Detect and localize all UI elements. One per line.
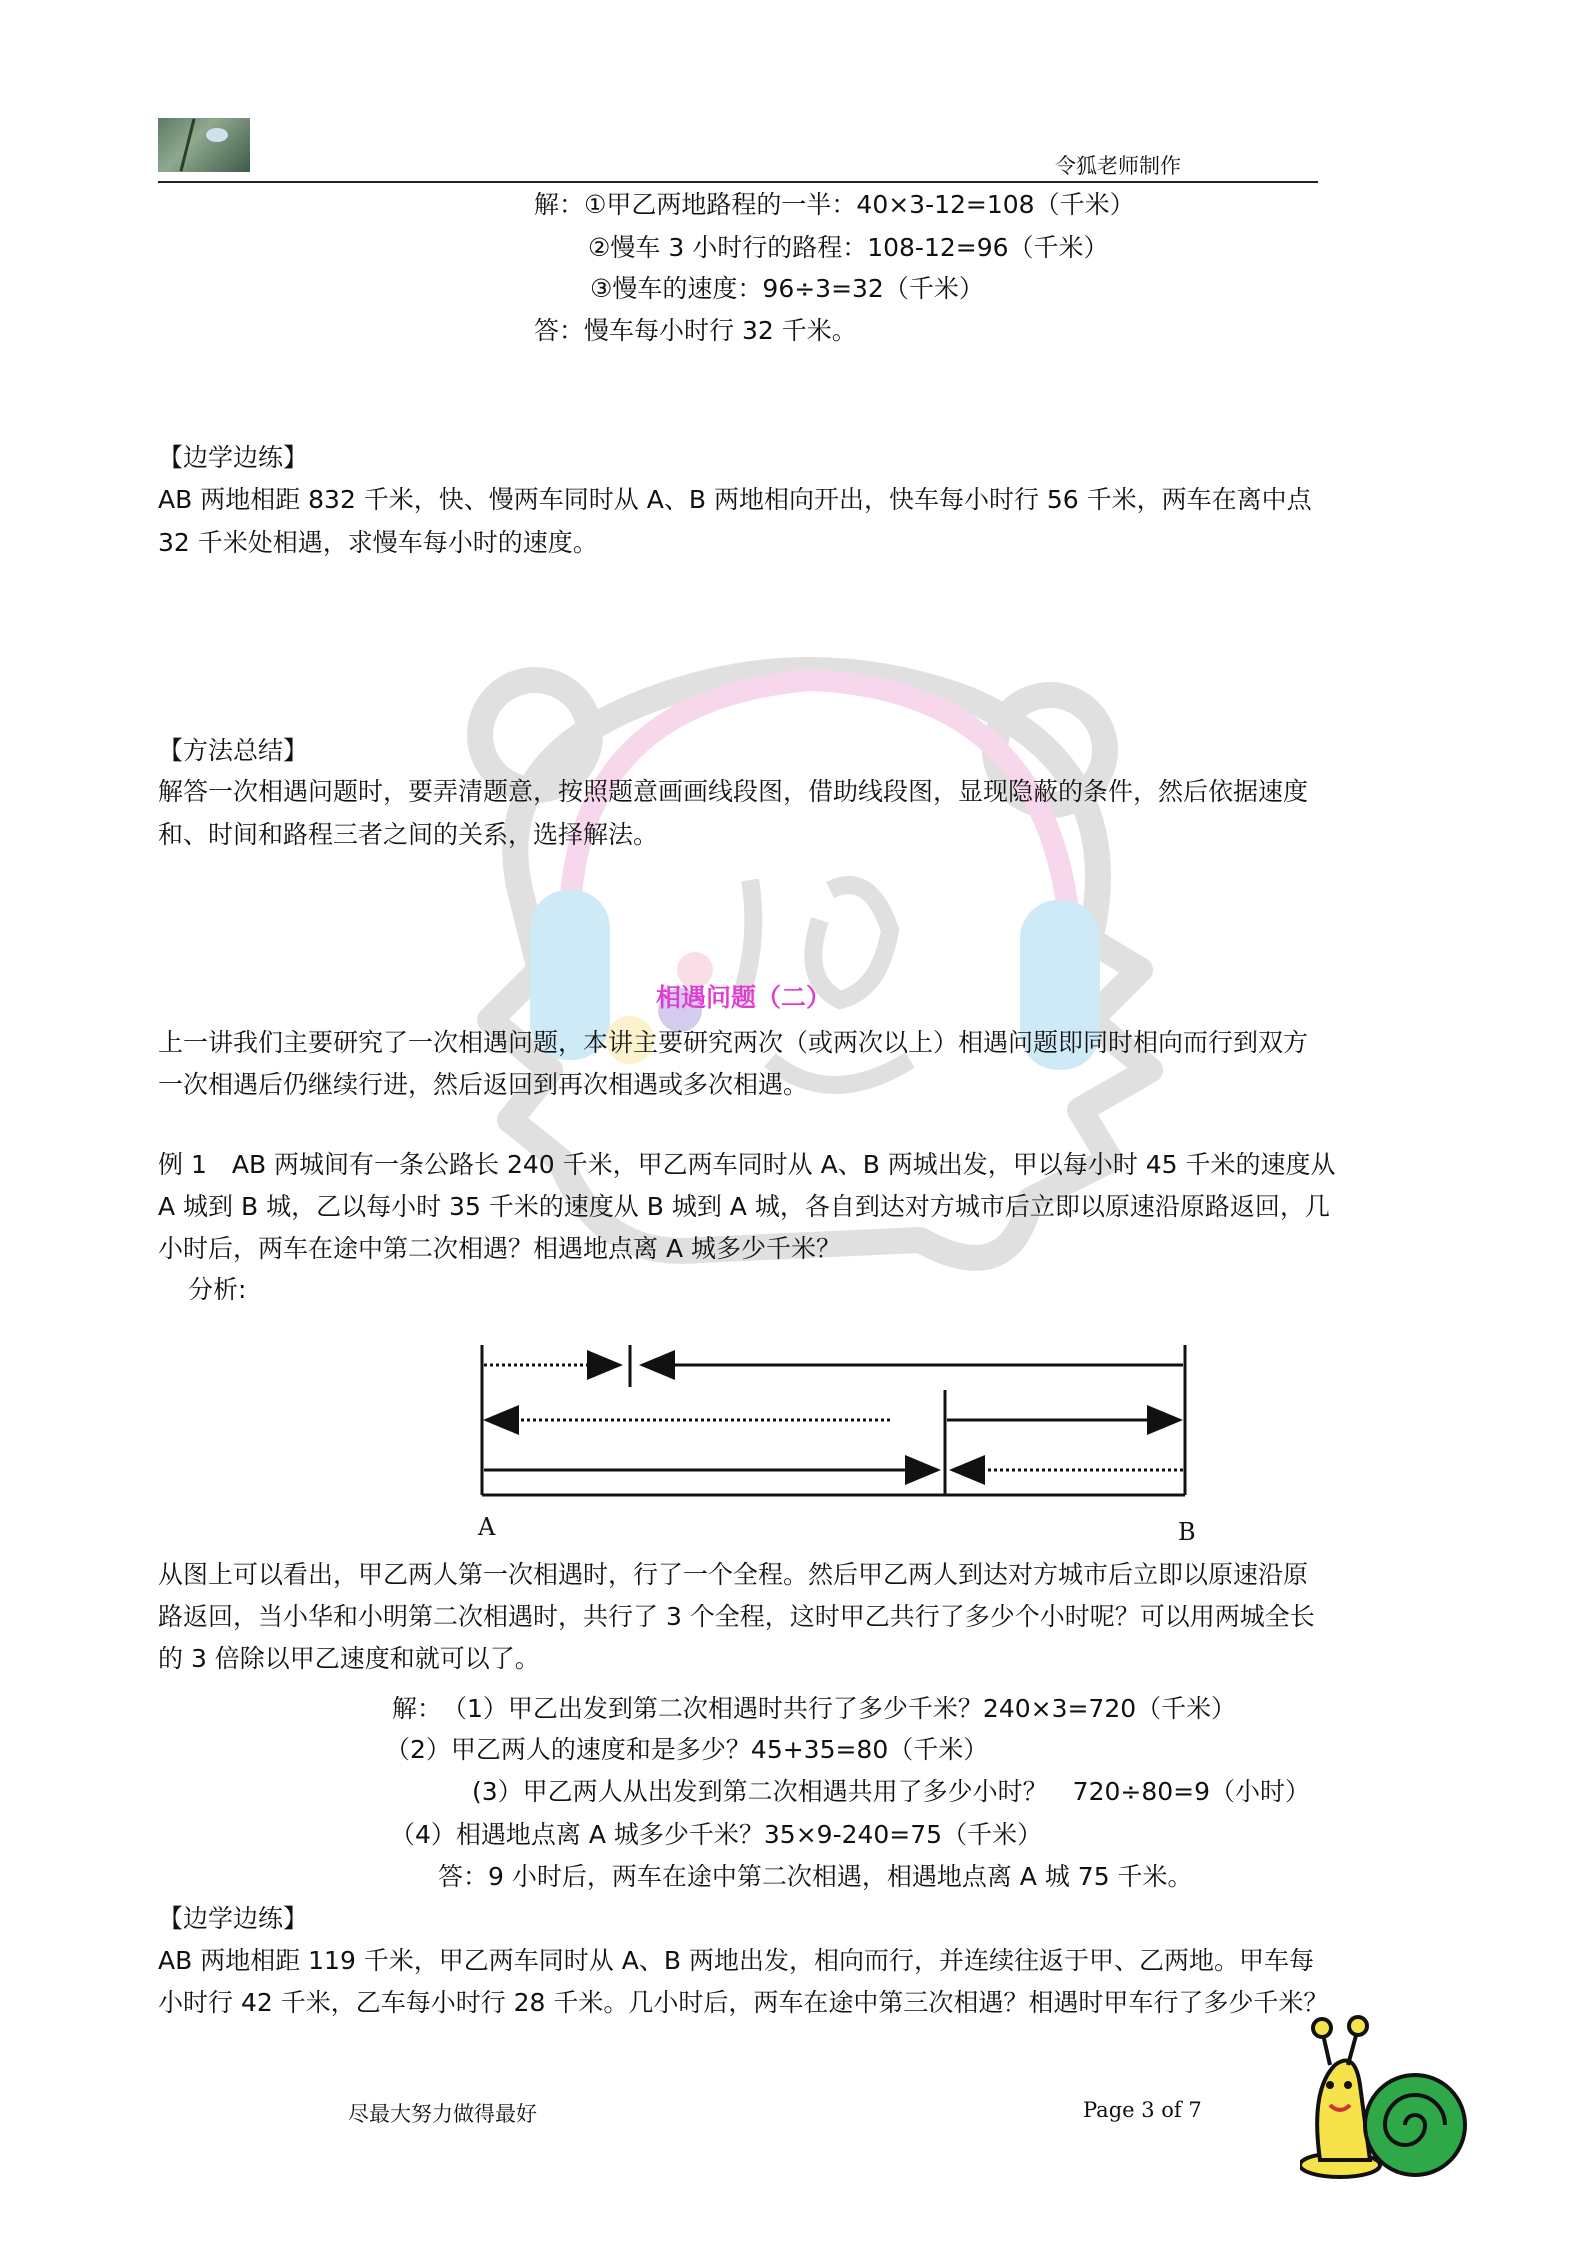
section2-title: 相遇问题（二） — [656, 983, 832, 1012]
summary-title: 【方法总结】 — [158, 736, 309, 765]
diagram-label-a: A — [478, 1513, 496, 1541]
example1-line1: 例 1 AB 两城间有一条公路长 240 千米，甲乙两车同时从 A、B 两城出发，甲以每小时 45 千米的速度从 — [158, 1150, 1336, 1179]
solution2-step2: （2）甲乙两人的速度和是多少？45+35=80（千米） — [385, 1735, 989, 1764]
explain-line3: 的 3 倍除以甲乙速度和就可以了。 — [158, 1644, 540, 1673]
solution2-step1: 解： （1）甲乙出发到第二次相遇时共行了多少千米？240×3=720（千米） — [392, 1694, 1237, 1723]
practice1-line2: 32 千米处相遇，求慢车每小时的速度。 — [158, 528, 598, 557]
example1-analysis: 分析: — [188, 1275, 247, 1304]
explain-line2: 路返回，当小华和小明第二次相遇时，共行了 3 个全程，这时甲乙共行了多少个小时呢？可以用两城全长 — [158, 1602, 1315, 1631]
practice2-line1: AB 两地相距 119 千米，甲乙两车同时从 A、B 两地出发，相向而行，并连续往返于甲、乙两地。甲车每 — [158, 1946, 1314, 1975]
section2-intro-line2: 一次相遇后仍继续行进，然后返回到再次相遇或多次相遇。 — [158, 1070, 809, 1099]
solution2-answer: 答：9 小时后，两车在途中第二次相遇，相遇地点离 A 城 75 千米。 — [438, 1862, 1193, 1891]
solution1-answer: 答：慢车每小时行 32 千米。 — [534, 316, 857, 345]
header-photo — [158, 118, 250, 172]
solution1-line2: ②慢车 3 小时行的路程：108-12=96（千米） — [588, 233, 1109, 262]
solution2-step4: （4）相遇地点离 A 城多少千米？35×9-240=75（千米） — [390, 1820, 1043, 1849]
explain-line1: 从图上可以看出，甲乙两人第一次相遇时，行了一个全程。然后甲乙两人到达对方城市后立即以原速沿原 — [158, 1560, 1309, 1589]
solution2-step3: (3）甲乙两人从出发到第二次相遇共用了多少小时？ 720÷80=9（小时） — [472, 1777, 1310, 1806]
practice1-line1: AB 两地相距 832 千米，快、慢两车同时从 A、B 两地相向开出，快车每小时行 56 千米，两车在离中点 — [158, 485, 1312, 514]
summary-line2: 和、时间和路程三者之间的关系，选择解法。 — [158, 820, 659, 849]
example1-line3: 小时后，两车在途中第二次相遇？相遇地点离 A 城多少千米？ — [158, 1234, 841, 1263]
solution1-line1: 解：①甲乙两地路程的一半：40×3-12=108（千米） — [534, 190, 1135, 219]
page-number: Page 3 of 7 — [1083, 2098, 1202, 2122]
author-label: 令狐老师制作 — [1055, 154, 1181, 178]
section2-intro-line1: 上一讲我们主要研究了一次相遇问题，本讲主要研究两次（或两次以上）相遇问题即同时相向而行到双方 — [158, 1028, 1309, 1057]
summary-line1: 解答一次相遇问题时，要弄清题意，按照题意画画线段图，借助线段图，显现隐蔽的条件，然后依据速度 — [158, 777, 1309, 806]
footer-motto: 尽最大努力做得最好 — [348, 2102, 537, 2126]
practice2-title: 【边学边练】 — [158, 1904, 309, 1933]
practice2-line2: 小时行 42 千米，乙车每小时行 28 千米。几小时后，两车在途中第三次相遇？相遇时甲车行了多少千米？ — [158, 1988, 1329, 2017]
diagram-label-b: B — [1178, 1518, 1196, 1545]
solution1-line3: ③慢车的速度：96÷3=32（千米） — [590, 274, 984, 303]
example1-line2: A 城到 B 城，乙以每小时 35 千米的速度从 B 城到 A 城，各自到达对方城市后立即以原速沿原路返回，几 — [158, 1192, 1330, 1221]
practice1-title: 【边学边练】 — [158, 443, 309, 472]
line-segment-diagram — [470, 1325, 1210, 1545]
header-divider — [158, 181, 1318, 183]
snail-icon — [1300, 2010, 1470, 2190]
